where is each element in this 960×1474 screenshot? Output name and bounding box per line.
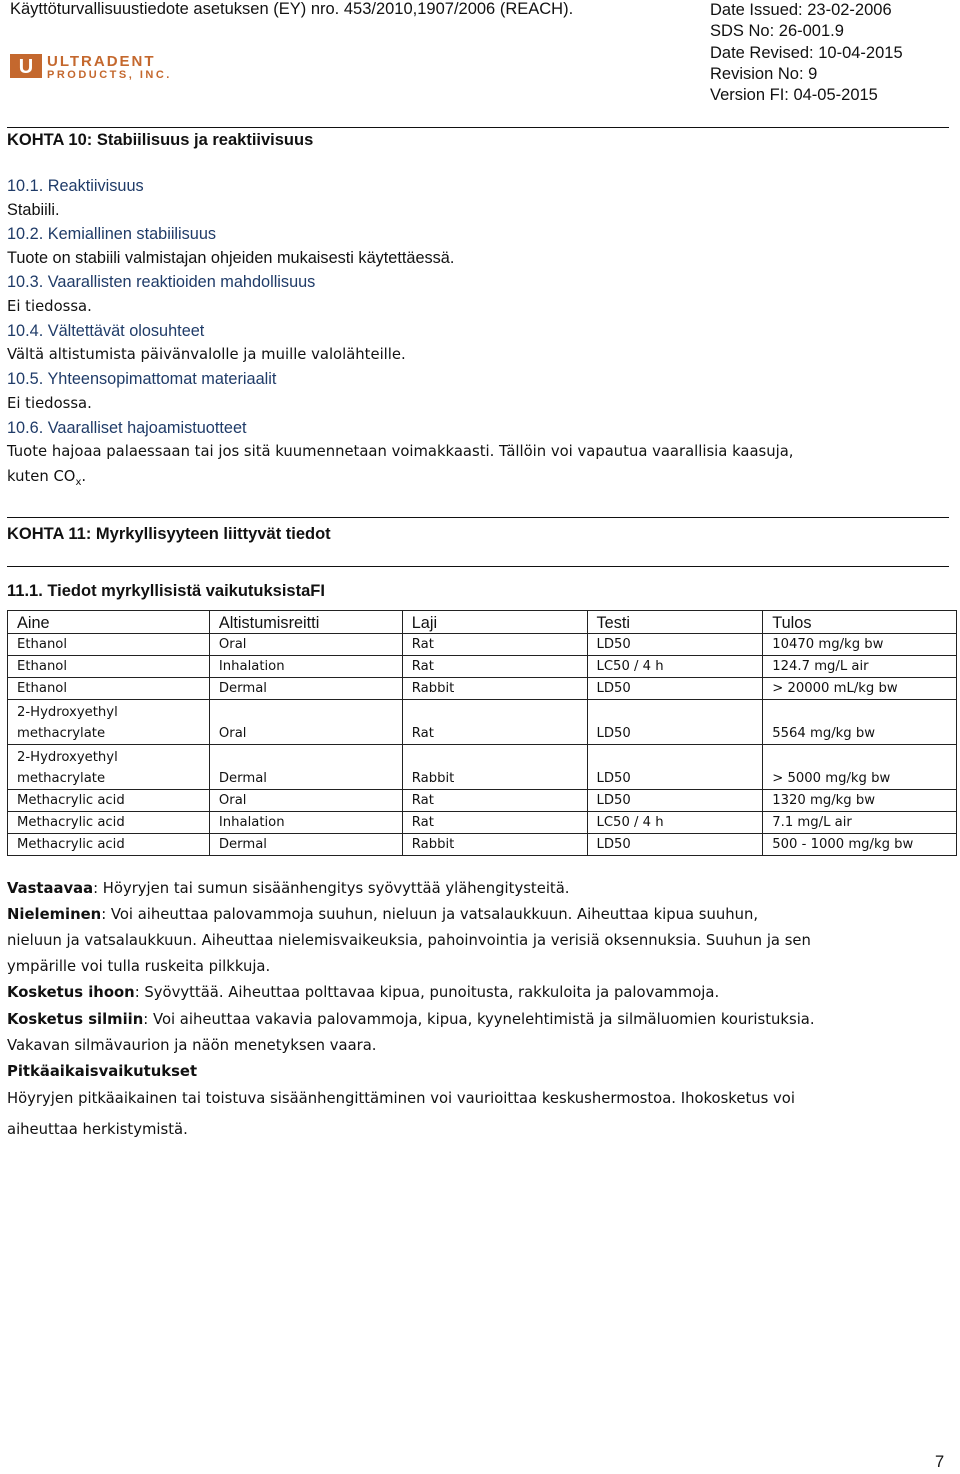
effect-eyes-text: : Voi aiheuttaa vakavia palovammoja, kipua, kyynelehtimistä ja silmäluomien kouristuksia. bbox=[143, 1011, 815, 1028]
subsection-11-1-heading: 11.1. Tiedot myrkyllisistä vaikutuksistaFI bbox=[7, 582, 325, 600]
cell-aine: Methacrylic acid bbox=[8, 790, 210, 812]
table-row bbox=[8, 700, 957, 745]
subsection-10-6-heading: 10.6. Vaaralliset hajoamistuotteet bbox=[7, 419, 247, 437]
cell-tulos: 10470 mg/kg bw bbox=[763, 634, 957, 656]
subsection-10-5-text: Ei tiedossa. bbox=[7, 395, 92, 412]
table-row bbox=[8, 790, 957, 812]
sds-number: SDS No: 26-001.9 bbox=[710, 22, 844, 41]
cell-testi: LD50 bbox=[587, 790, 763, 812]
ultradent-logo bbox=[10, 52, 202, 80]
cell-tulos: 124.7 mg/L air bbox=[763, 656, 957, 678]
effect-inhalation-label: Vastaavaa bbox=[7, 880, 94, 897]
cell-aine: Ethanol bbox=[8, 634, 210, 656]
subsection-10-4-text: Vältä altistumista päivänvalolle ja muille valolähteille. bbox=[7, 346, 406, 363]
co-subscript: x bbox=[75, 476, 82, 488]
column-header-tulos: Tulos bbox=[763, 611, 957, 634]
effect-ingestion-line-3: ympärille voi tulla ruskeita pilkkuja. bbox=[7, 958, 271, 975]
subsection-10-5-heading: 10.5. Yhteensopimattomat materiaalit bbox=[7, 370, 277, 388]
cell-testi: LD50 bbox=[587, 678, 763, 700]
long-term-effects-text: Höyryjen pitkäaikainen tai toistuva sisäänhengittäminen voi vaurioittaa keskushermostoa. Ihokosketus voi bbox=[7, 1090, 795, 1107]
table-row bbox=[8, 745, 957, 790]
effect-ingestion bbox=[7, 906, 758, 923]
effect-inhalation-text: : Höyryjen tai sumun sisäänhengitys syövyttää ylähengitysteitä. bbox=[93, 880, 570, 897]
cell-altistumisreitti: Oral bbox=[209, 790, 402, 812]
subsection-10-1-text: Stabiili. bbox=[7, 201, 60, 219]
toxicity-table bbox=[7, 610, 957, 856]
effect-eyes bbox=[7, 1011, 815, 1028]
logo-text-main: ULTRADENT bbox=[47, 53, 156, 70]
subsection-10-6-text: Tuote hajoaa palaessaan tai jos sitä kuumennetaan voimakkaasti. Tällöin voi vapautua vaarallisia kaasuja, bbox=[7, 443, 794, 460]
document-title: Käyttöturvallisuustiedote asetuksen (EY) nro. 453/2010,1907/2006 (REACH). bbox=[10, 0, 574, 18]
logo-mark: U bbox=[18, 56, 34, 78]
cell-tulos: 5564 mg/kg bw bbox=[763, 700, 957, 745]
cell-aine bbox=[8, 745, 210, 790]
page-number: 7 bbox=[935, 1453, 945, 1471]
effect-skin bbox=[7, 984, 719, 1001]
effect-inhalation bbox=[7, 880, 570, 897]
subsection-10-2-text: Tuote on stabiili valmistajan ohjeiden mukaisesti käytettäessä. bbox=[7, 249, 455, 267]
cell-aine: Ethanol bbox=[8, 656, 210, 678]
cell-altistumisreitti: Inhalation bbox=[209, 812, 402, 834]
subsection-10-3-heading: 10.3. Vaarallisten reaktioiden mahdollisuus bbox=[7, 273, 316, 291]
subsection-10-6-text-continued bbox=[7, 468, 86, 488]
effect-ingestion-label: Nieleminen bbox=[7, 906, 102, 923]
table-row bbox=[8, 634, 957, 656]
cell-aine: Ethanol bbox=[8, 678, 210, 700]
cell-laji: Rabbit bbox=[402, 678, 587, 700]
cell-altistumisreitti: Oral bbox=[209, 634, 402, 656]
cell-laji: Rabbit bbox=[402, 745, 587, 790]
effect-ingestion-text: : Voi aiheuttaa palovammoja suuhun, nieluun ja vatsalaukkuun. Aiheuttaa kipua suuhun, bbox=[101, 906, 759, 923]
effect-ingestion-line-2: nieluun ja vatsalaukkuun. Aiheuttaa nielemisvaikeuksia, pahoinvointia ja verisiä oksennuksia. Suuhun ja sen bbox=[7, 932, 811, 949]
cell-tulos: > 5000 mg/kg bw bbox=[763, 745, 957, 790]
cell-tulos: 1320 mg/kg bw bbox=[763, 790, 957, 812]
document-meta bbox=[710, 0, 903, 106]
logo-text-sub: PRODUCTS, INC. bbox=[47, 69, 172, 80]
subsection-10-3-text: Ei tiedossa. bbox=[7, 298, 92, 315]
table-row bbox=[8, 834, 957, 856]
cell-testi: LD50 bbox=[587, 745, 763, 790]
cell-altistumisreitti: Oral bbox=[209, 700, 402, 745]
cell-altistumisreitti: Dermal bbox=[209, 834, 402, 856]
cell-altistumisreitti: Dermal bbox=[209, 678, 402, 700]
cell-aine-text: 2-Hydroxyethyl methacrylate bbox=[17, 705, 118, 741]
cell-laji: Rat bbox=[402, 700, 587, 745]
column-header-aine: Aine bbox=[8, 611, 210, 634]
date-revised: Date Revised: 10-04-2015 bbox=[710, 43, 903, 62]
subsection-10-1-heading: 10.1. Reaktiivisuus bbox=[7, 177, 144, 195]
cell-laji: Rat bbox=[402, 790, 587, 812]
cell-altistumisreitti: Inhalation bbox=[209, 656, 402, 678]
cell-laji: Rat bbox=[402, 656, 587, 678]
cell-testi: LD50 bbox=[587, 700, 763, 745]
version: Version FI: 04-05-2015 bbox=[710, 86, 878, 105]
cell-laji: Rat bbox=[402, 634, 587, 656]
cell-aine-text: 2-Hydroxyethyl methacrylate bbox=[17, 750, 118, 786]
cell-testi: LC50 / 4 h bbox=[587, 812, 763, 834]
effect-skin-text: : Syövyttää. Aiheuttaa polttavaa kipua, punoitusta, rakkuloita ja palovammoja. bbox=[134, 984, 720, 1001]
section-11-divider bbox=[7, 566, 949, 567]
table-header-row bbox=[8, 611, 957, 634]
cell-testi: LC50 / 4 h bbox=[587, 656, 763, 678]
cell-laji: Rat bbox=[402, 812, 587, 834]
section-10-heading: KOHTA 10: Stabiilisuus ja reaktiivisuus bbox=[7, 131, 314, 149]
subsection-10-2-heading: 10.2. Kemiallinen stabiilisuus bbox=[7, 225, 217, 243]
column-header-altistumisreitti: Altistumisreitti bbox=[209, 611, 402, 634]
cell-altistumisreitti: Dermal bbox=[209, 745, 402, 790]
cell-aine: Methacrylic acid bbox=[8, 812, 210, 834]
cell-testi: LD50 bbox=[587, 634, 763, 656]
long-term-effects-text-line-2: aiheuttaa herkistymistä. bbox=[7, 1121, 188, 1138]
effect-eyes-line-2: Vakavan silmävaurion ja näön menetyksen vaara. bbox=[7, 1037, 377, 1054]
column-header-testi: Testi bbox=[587, 611, 763, 634]
date-issued: Date Issued: 23-02-2006 bbox=[710, 1, 892, 19]
subsection-10-4-heading: 10.4. Vältettävät olosuhteet bbox=[7, 322, 205, 340]
co-text: kuten CO bbox=[7, 468, 76, 485]
cell-laji: Rabbit bbox=[402, 834, 587, 856]
long-term-effects-label: Pitkäaikaisvaikutukset bbox=[7, 1063, 198, 1080]
table-row bbox=[8, 656, 957, 678]
cell-tulos: 7.1 mg/L air bbox=[763, 812, 957, 834]
section-11-top-rule bbox=[7, 517, 949, 518]
table-row bbox=[8, 812, 957, 834]
cell-tulos: 500 - 1000 mg/kg bw bbox=[763, 834, 957, 856]
cell-testi: LD50 bbox=[587, 834, 763, 856]
header-divider bbox=[7, 127, 949, 128]
long-term-effects-heading bbox=[7, 1063, 197, 1080]
table-row bbox=[8, 678, 957, 700]
effect-skin-label: Kosketus ihoon bbox=[7, 984, 135, 1001]
co-end: . bbox=[81, 468, 87, 485]
effect-eyes-label: Kosketus silmiin bbox=[7, 1011, 144, 1028]
cell-aine bbox=[8, 700, 210, 745]
section-11-heading: KOHTA 11: Myrkyllisyyteen liittyvät tiedot bbox=[7, 525, 331, 543]
revision-number: Revision No: 9 bbox=[710, 64, 818, 83]
column-header-laji: Laji bbox=[402, 611, 587, 634]
cell-tulos: > 20000 mL/kg bw bbox=[763, 678, 957, 700]
cell-aine: Methacrylic acid bbox=[8, 834, 210, 856]
